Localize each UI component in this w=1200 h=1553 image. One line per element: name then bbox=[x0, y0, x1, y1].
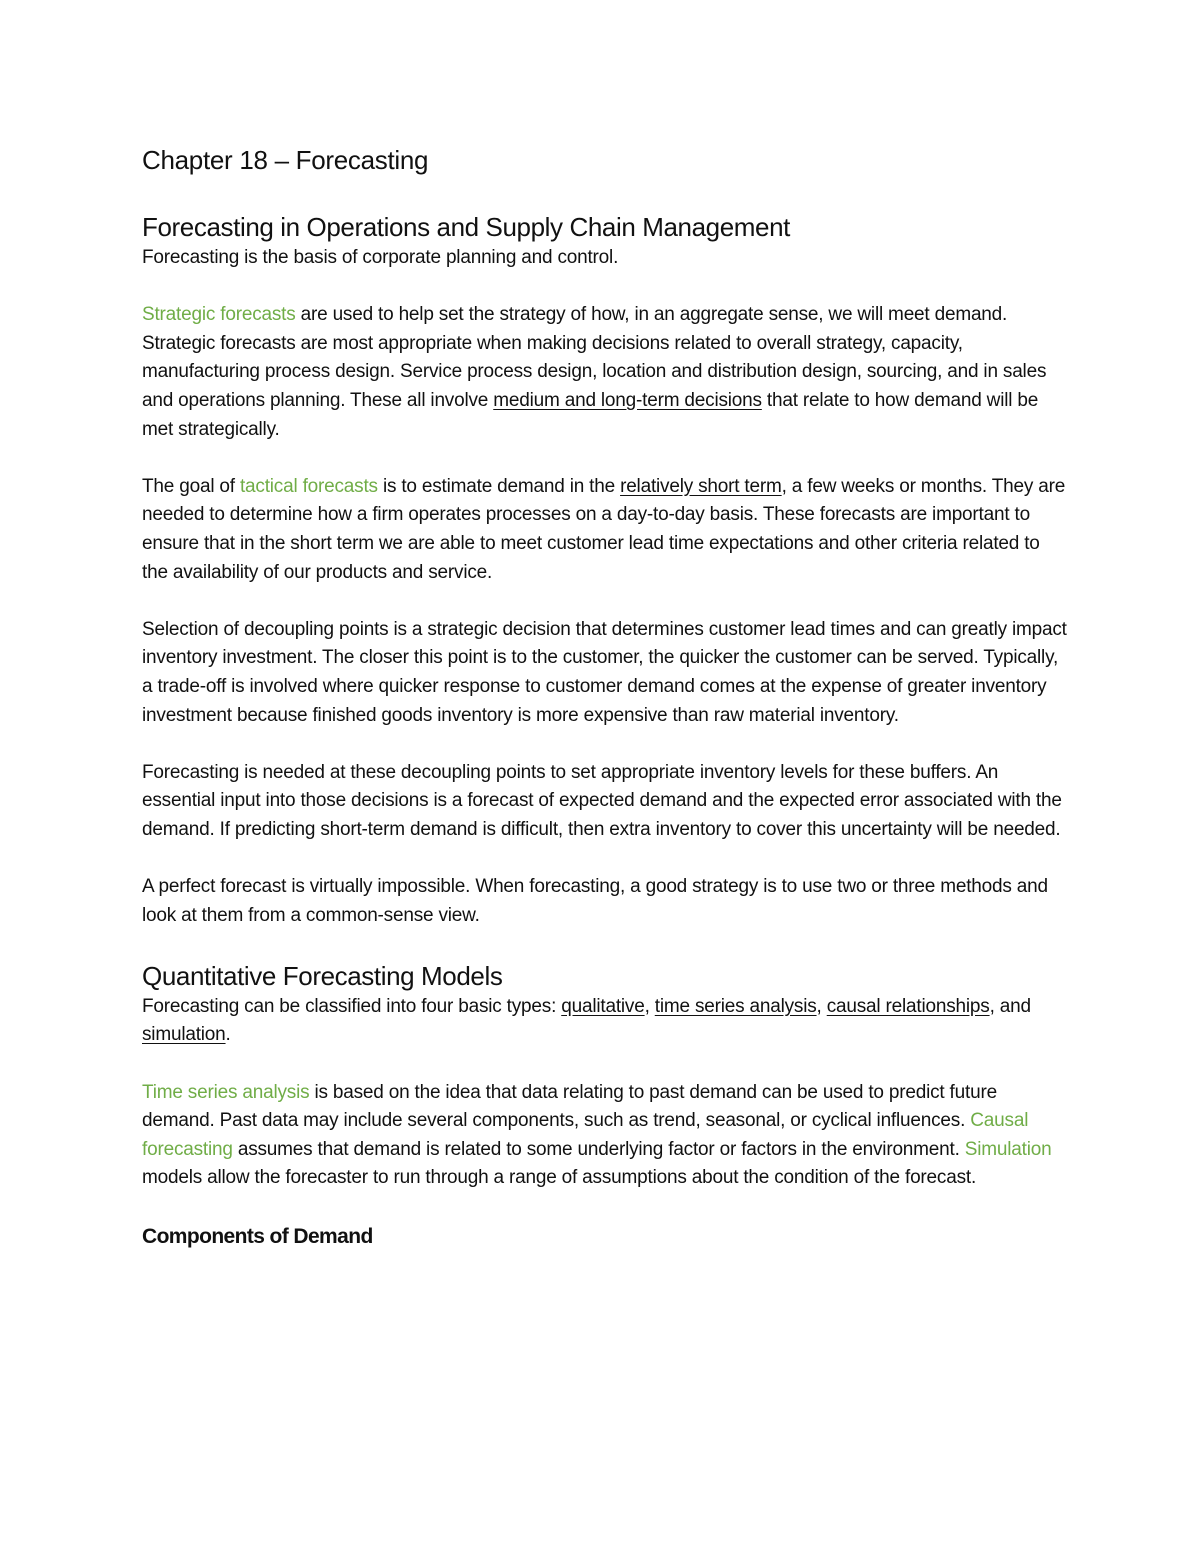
text-span: The goal of bbox=[142, 475, 240, 497]
strategic-forecasts-paragraph bbox=[142, 301, 1067, 444]
tactical-forecasts-paragraph bbox=[142, 473, 1067, 587]
subsection-heading-components-of-demand: Components of Demand bbox=[142, 1224, 373, 1248]
perfect-forecast-paragraph: A perfect forecast is virtually impossible. When forecasting, a good strategy is to use two or three methods and look at them from a common-sense view. bbox=[142, 876, 1048, 926]
buffers-paragraph: Forecasting is needed at these decoupling points to set appropriate inventory levels for these buffers. An essential input into those decisions is a forecast of expected demand and the expected error associated with the demand. If predicting short-term demand is difficult, then extra inventory to cover this uncertainty will be needed. bbox=[142, 761, 1062, 840]
term-tactical-forecasts: tactical forecasts bbox=[239, 475, 378, 497]
underlined-short-term: relatively short term bbox=[620, 475, 782, 497]
text-span: , bbox=[644, 995, 655, 1017]
term-time-series-analysis: Time series analysis bbox=[142, 1081, 310, 1103]
intro-paragraph: Forecasting is the basis of corporate planning and control. bbox=[142, 247, 619, 268]
text-span: are used to help set the strategy of how, in an aggregate sense, we will meet demand. Strategic forecasts are most appropriate when making decisions related to overall strategy, capacity, manufacturing process design. Service process design, location and distribution design, sourcing, and in sales and operations planning. These all involve bbox=[142, 304, 1047, 411]
text-span: is based on the idea that data relating to past demand can be used to predict future demand. Past data may include several components, such as trend, seasonal, or cyclical influences. bbox=[142, 1081, 997, 1132]
forecast-types-paragraph bbox=[142, 993, 1067, 1050]
text-span: , and bbox=[989, 995, 1031, 1017]
underlined-time-series-analysis: time series analysis bbox=[654, 995, 817, 1017]
section-heading-forecasting-in-operations: Forecasting in Operations and Supply Chain Management bbox=[142, 212, 790, 242]
text-span: models allow the forecaster to run through a range of assumptions about the condition of the forecast. bbox=[142, 1167, 977, 1189]
text-span: that relate to how demand will be met strategically. bbox=[142, 389, 1039, 440]
underlined-medium-long-term: medium and long-term decisions bbox=[493, 389, 762, 411]
text-span: . bbox=[225, 1024, 231, 1046]
decoupling-points-paragraph: Selection of decoupling points is a strategic decision that determines customer lead times and can greatly impact inventory investment. The closer this point is to the customer, the quicker the customer can be served. Typically, a trade-off is involved where quicker response to customer demand comes at the expense of greater inventory investment because finished goods inventory is more expensive than raw material inventory. bbox=[142, 618, 1067, 726]
forecast-methods-paragraph bbox=[142, 1079, 1067, 1193]
text-span: , bbox=[816, 995, 827, 1017]
text-span: Forecasting can be classified into four basic types: bbox=[142, 995, 562, 1017]
text-span: assumes that demand is related to some underlying factor or factors in the environment. bbox=[232, 1138, 965, 1160]
underlined-causal-relationships: causal relationships bbox=[826, 995, 990, 1017]
underlined-simulation: simulation bbox=[142, 1024, 226, 1046]
term-causal-forecasting: Causal forecasting bbox=[142, 1110, 1029, 1160]
term-simulation: Simulation bbox=[964, 1138, 1052, 1160]
document-body bbox=[142, 140, 1067, 1252]
term-strategic-forecasts: Strategic forecasts bbox=[142, 304, 296, 326]
underlined-qualitative: qualitative bbox=[561, 995, 645, 1017]
chapter-title: Chapter 18 – Forecasting bbox=[142, 145, 429, 175]
section-heading-quantitative-models: Quantitative Forecasting Models bbox=[142, 960, 503, 991]
text-span: , a few weeks or months. They are needed to determine how a firm operates processes on a day-to-day basis. These forecasts are important to ensure that in the short term we are able to meet customer lead time expectations and other criteria related to the availability of our products and service. bbox=[142, 475, 1066, 583]
text-span: is to estimate demand in the bbox=[377, 475, 621, 497]
